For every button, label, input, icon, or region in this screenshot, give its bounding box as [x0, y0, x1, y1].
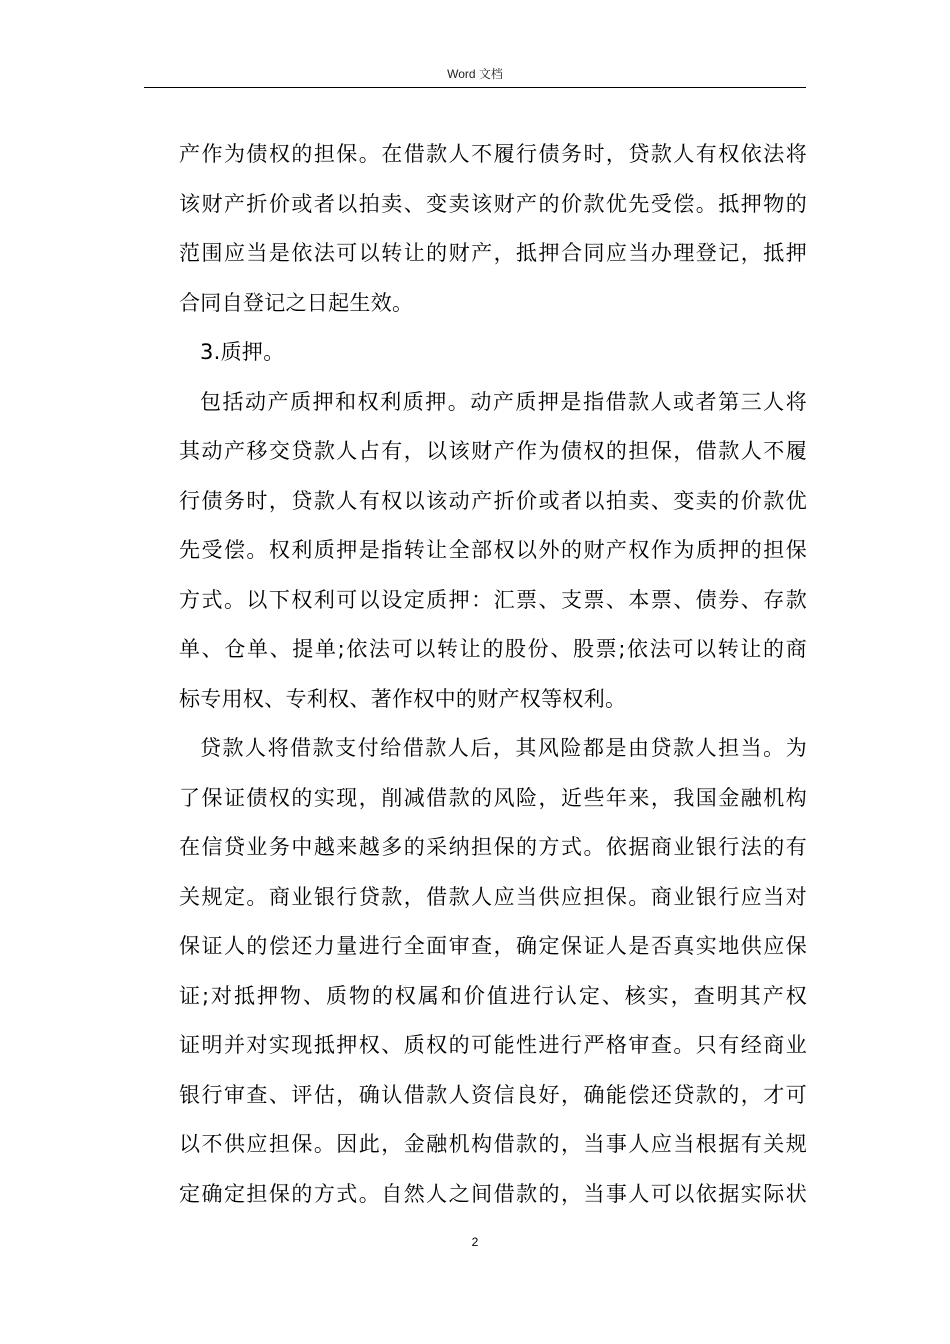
text-line: 标专用权、专利权、著作权中的财产权等权利。: [179, 686, 627, 711]
text-line: 在信贷业务中越来越多的采纳担保的方式。依据商业银行法的有: [179, 835, 807, 859]
text-line: 其动产移交贷款人占有，以该财产作为债权的担保，借款人不履: [179, 439, 807, 463]
text-line: 单、仓单、提单;依法可以转让的股份、股票;依法可以转让的商: [179, 637, 807, 661]
text-line: 该财产折价或者以拍卖、变卖该财产的价款优先受偿。抵押物的: [179, 191, 807, 216]
text-line: 合同自登记之日起生效。: [179, 290, 414, 315]
section-heading: 3.质押。: [200, 340, 285, 364]
document-body: [179, 130, 807, 1219]
text-line: 证;对抵押物、质物的权属和价值进行认定、核实，查明其产权: [179, 983, 807, 1008]
text-line: 包括动产质押和权利质押。动产质押是指借款人或者第三人将: [200, 389, 807, 414]
text-line: 先受偿。权利质押是指转让全部权以外的财产权作为质押的担保: [179, 538, 807, 562]
header-title: Word 文档: [447, 67, 503, 81]
text-line: 方式。以下权利可以设定质押：汇票、支票、本票、债券、存款: [179, 587, 807, 612]
text-line: 行债务时，贷款人有权以该动产折价或者以拍卖、变卖的价款优: [179, 488, 807, 513]
text-line: 产作为债权的担保。在借款人不履行债务时，贷款人有权依法将: [179, 142, 807, 166]
text-line: 银行审查、评估，确认借款人资信良好，确能偿还贷款的，才可: [179, 1082, 807, 1107]
page-number: 2: [471, 1235, 479, 1249]
text-line: 保证人的偿还力量进行全面审查，确定保证人是否真实地供应保: [179, 934, 807, 958]
text-line: 关规定。商业银行贷款，借款人应当供应担保。商业银行应当对: [179, 884, 807, 909]
text-line: 了保证债权的实现，削减借款的风险，近些年来，我国金融机构: [179, 785, 807, 810]
text-line: 定确定担保的方式。自然人之间借款的，当事人可以依据实际状: [179, 1181, 807, 1206]
text-line: 范围应当是依法可以转让的财产，抵押合同应当办理登记，抵押: [179, 241, 807, 265]
text-line: 以不供应担保。因此，金融机构借款的，当事人应当根据有关规: [179, 1132, 807, 1156]
header-divider: [144, 87, 806, 88]
text-line: 贷款人将借款支付给借款人后，其风险都是由贷款人担当。为: [200, 736, 807, 760]
text-line: 证明并对实现抵押权、质权的可能性进行严格审查。只有经商业: [179, 1033, 807, 1057]
